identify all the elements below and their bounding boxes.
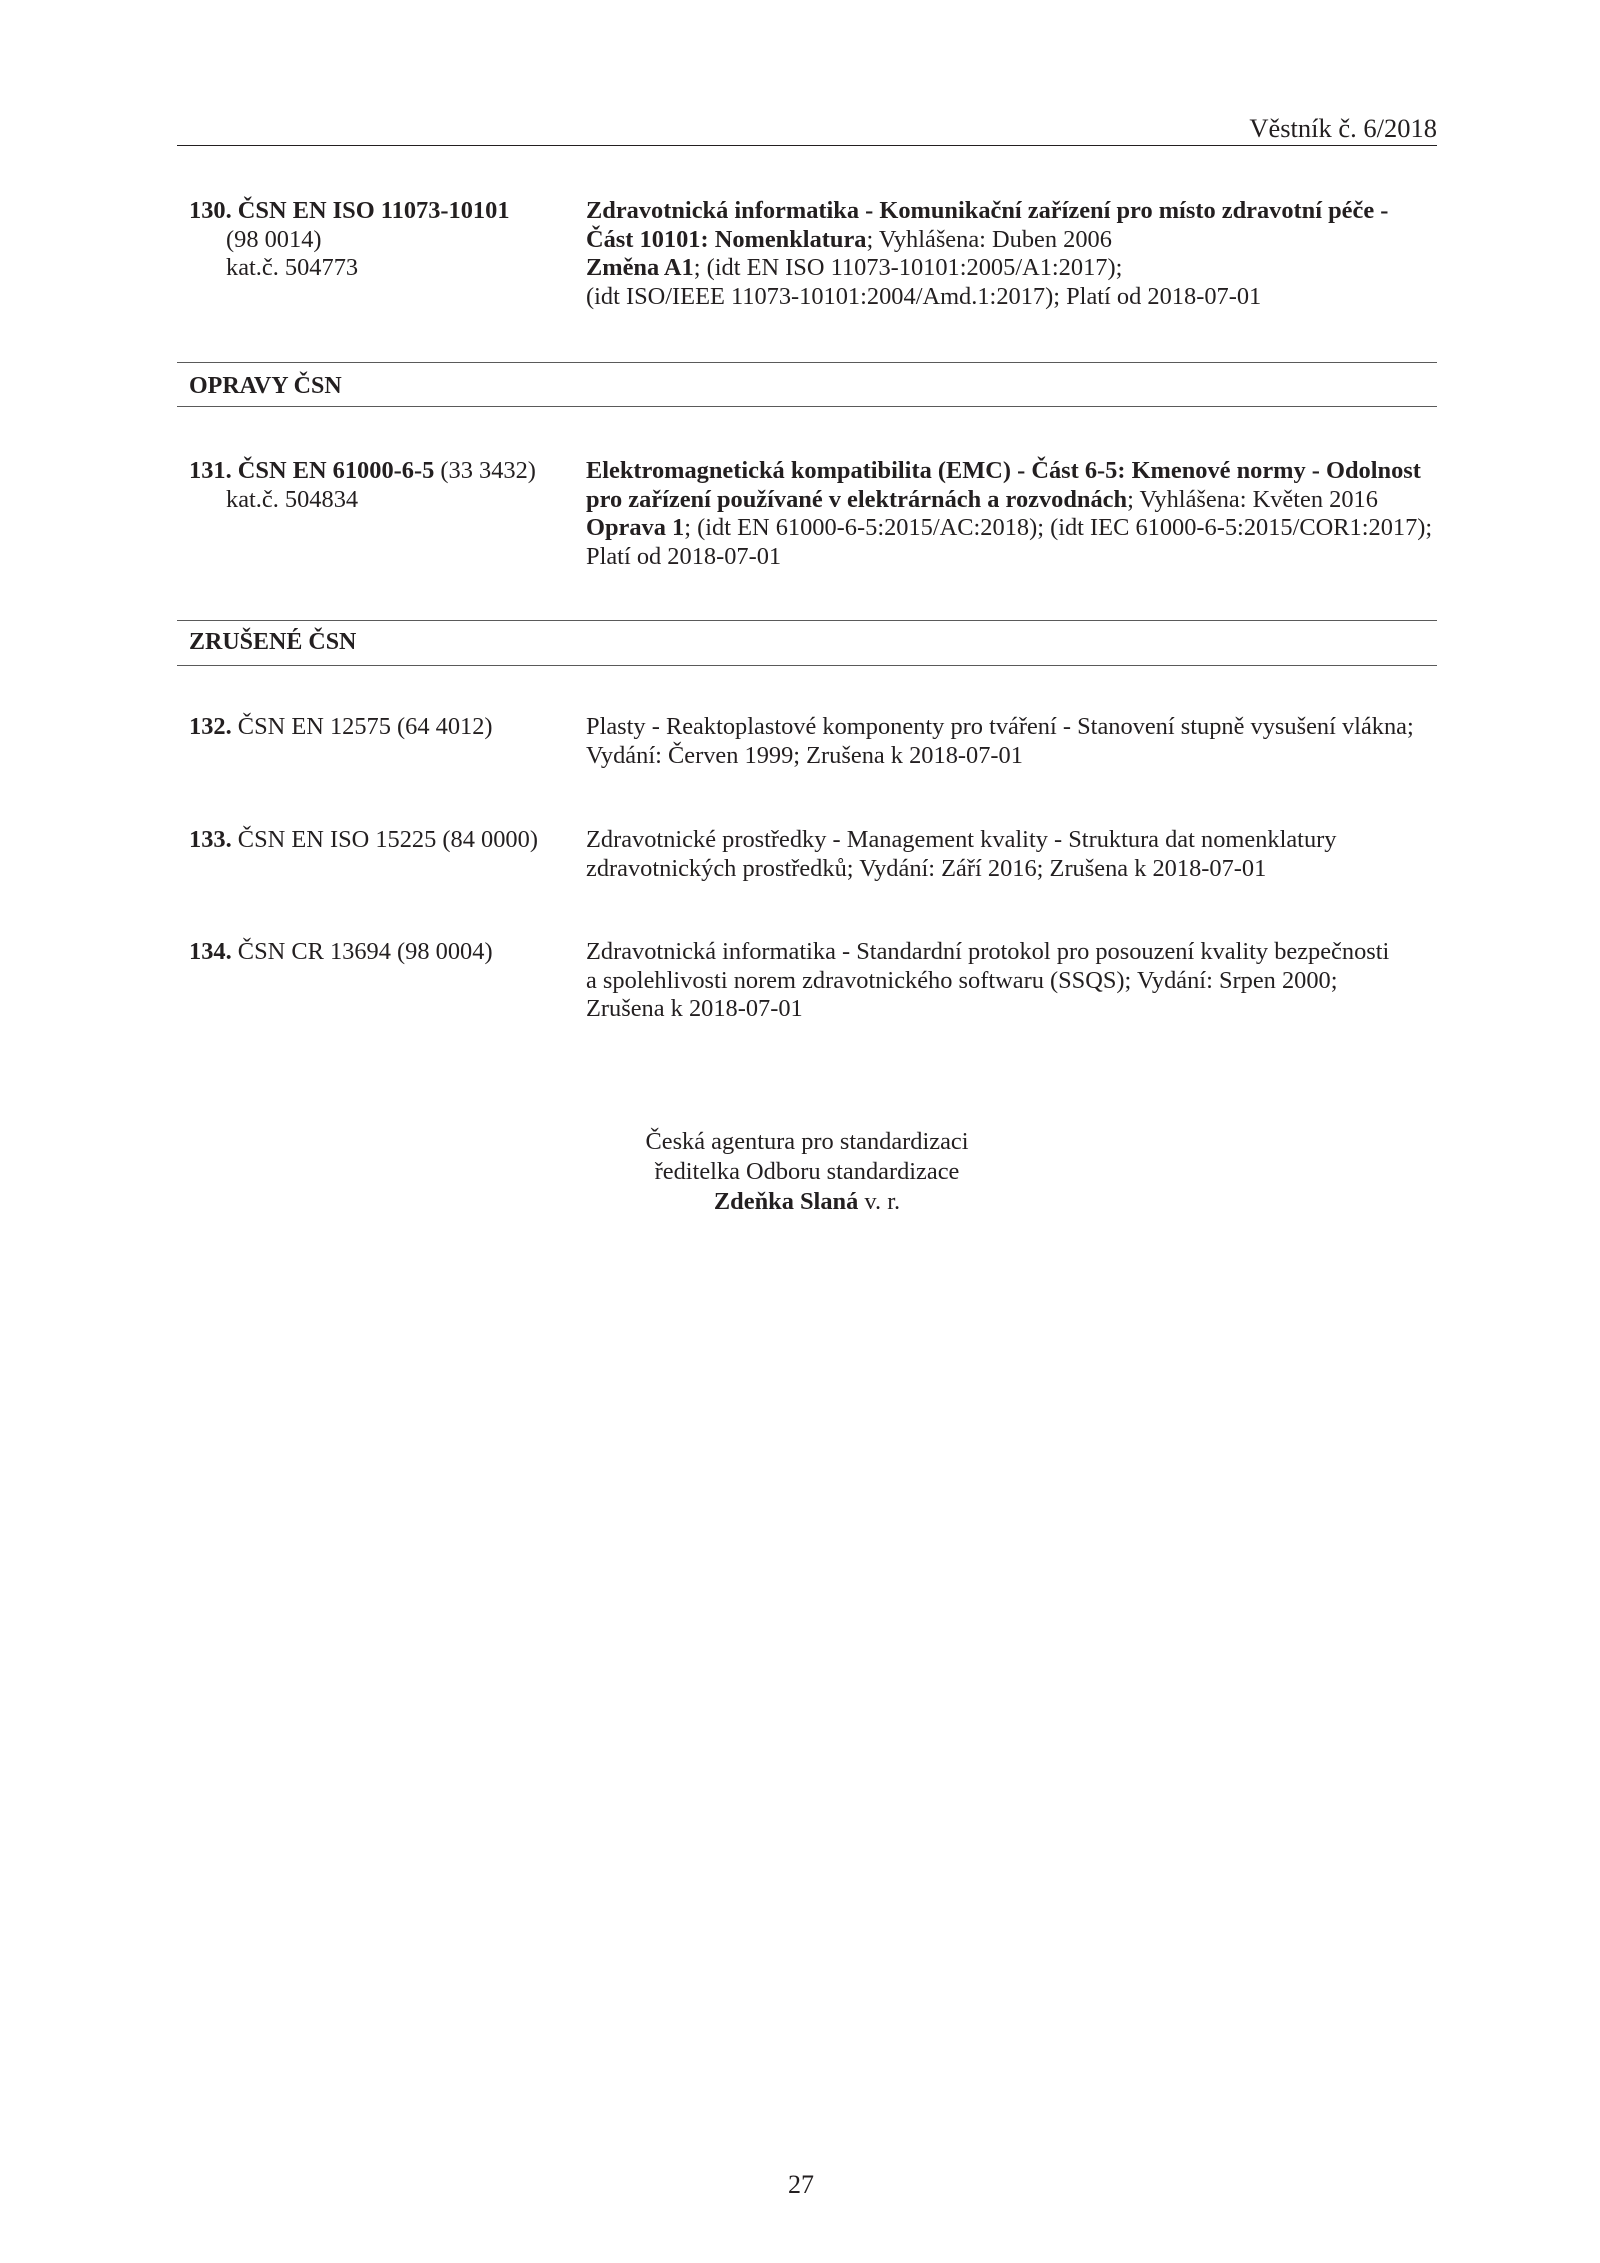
entry-number: 133. xyxy=(189,826,232,853)
entry-number: 132. xyxy=(189,713,232,740)
standard-title-line: Zdravotnická informatika - Komunikační zařízení pro místo zdravotní péče - xyxy=(586,197,1389,224)
amendment-label: Změna A1 xyxy=(586,254,694,282)
classification-code: (33 3432) xyxy=(440,457,536,484)
entry-130-description xyxy=(586,197,1388,311)
description-line xyxy=(586,486,1432,515)
section-heading-withdrawn: ZRUŠENÉ ČSN xyxy=(189,629,357,655)
valid-from: Platí od 2018-07-01 xyxy=(1066,282,1262,310)
description-line xyxy=(586,226,1388,255)
standard-designation: ČSN EN ISO 11073-10101 xyxy=(237,197,510,224)
valid-from: Platí od 2018-07-01 xyxy=(586,542,782,570)
entry-133-identifier xyxy=(189,826,538,855)
section-divider-bottom xyxy=(177,406,1437,407)
standard-designation: ČSN CR 13694 (98 0004) xyxy=(237,938,493,965)
entry-130-identifier xyxy=(189,197,510,283)
description-line xyxy=(586,254,1388,283)
signature-block xyxy=(557,1127,1057,1216)
bulletin-title: Věstník č. 6/2018 xyxy=(1249,113,1437,143)
standard-designation: ČSN EN 12575 (64 4012) xyxy=(237,713,493,740)
standard-designation: ČSN EN 61000-6-5 xyxy=(237,457,435,484)
signature-name-line xyxy=(557,1187,1057,1217)
entry-heading xyxy=(189,826,538,855)
entry-132-identifier xyxy=(189,713,493,742)
signature-suffix: v. r. xyxy=(864,1187,901,1215)
entry-131-identifier xyxy=(189,457,536,514)
entry-heading xyxy=(189,938,493,967)
description-line xyxy=(586,283,1388,312)
entry-133-description xyxy=(586,826,1336,883)
identity-reference: ; (idt EN 61000-6-5:2015/AC:2018); (idt IEC 61000-6-5:2015/COR1:2017); xyxy=(684,514,1433,542)
catalog-number: kat.č. 504834 xyxy=(226,485,359,513)
standard-title-line: Elektromagnetická kompatibilita (EMC) - Část 6-5: Kmenové normy - Odolnost xyxy=(586,457,1421,484)
entry-number: 131. xyxy=(189,457,232,484)
description-line: Zdravotnická informatika - Standardní protokol pro posouzení kvality bezpečnosti xyxy=(586,938,1390,965)
announcement-date: ; Vyhlášena: Květen 2016 xyxy=(1127,485,1378,513)
signatory-name: Zdeňka Slaná xyxy=(713,1187,859,1215)
entry-132-description xyxy=(586,713,1414,770)
section-divider-top xyxy=(177,620,1437,621)
section-heading-corrections: OPRAVY ČSN xyxy=(189,373,342,399)
entry-heading xyxy=(189,197,510,226)
description-line: a spolehlivosti norem zdravotnického softwaru (SSQS); Vydání: Srpen 2000; xyxy=(586,966,1338,994)
entry-134-description xyxy=(586,938,1389,1024)
identity-reference: ; (idt EN ISO 11073-10101:2005/A1:2017); xyxy=(693,254,1123,282)
page-number: 27 xyxy=(788,2170,814,2199)
description-line: Plasty - Reaktoplastové komponenty pro tváření - Stanovení stupně vysušení vlákna; xyxy=(586,713,1414,740)
entry-number: 134. xyxy=(189,938,232,965)
signature-role: ředitelka Odboru standardizace xyxy=(654,1157,960,1185)
standard-title-line: pro zařízení používané v elektrárnách a rozvodnách xyxy=(586,485,1128,513)
entry-134-identifier xyxy=(189,938,493,967)
correction-label: Oprava 1 xyxy=(586,514,685,542)
description-line: Zdravotnické prostředky - Management kvality - Struktura dat nomenklatury xyxy=(586,826,1337,853)
description-line: Zrušena k 2018-07-01 xyxy=(586,995,803,1023)
catalog-number: kat.č. 504773 xyxy=(226,254,359,282)
entry-heading xyxy=(189,457,536,486)
standard-title-line: Část 10101: Nomenklatura xyxy=(586,225,867,253)
header-divider xyxy=(177,145,1437,146)
section-divider-top xyxy=(177,362,1437,363)
classification-code: (98 0014) xyxy=(226,225,322,253)
entry-number: 130. xyxy=(189,197,232,224)
description-line: zdravotnických prostředků; Vydání: Září 2016; Zrušena k 2018-07-01 xyxy=(586,854,1267,882)
standard-designation: ČSN EN ISO 15225 (84 0000) xyxy=(237,826,538,853)
identity-reference: (idt ISO/IEEE 11073-10101:2004/Amd.1:2017); xyxy=(586,282,1060,310)
description-line xyxy=(586,514,1432,543)
section-divider-bottom xyxy=(177,665,1437,666)
entry-heading xyxy=(189,713,493,742)
announcement-date: ; Vyhlášena: Duben 2006 xyxy=(866,225,1112,253)
entry-131-description xyxy=(586,457,1432,571)
signature-organization: Česká agentura pro standardizaci xyxy=(645,1128,969,1155)
description-line: Vydání: Červen 1999; Zrušena k 2018-07-01 xyxy=(586,741,1023,769)
